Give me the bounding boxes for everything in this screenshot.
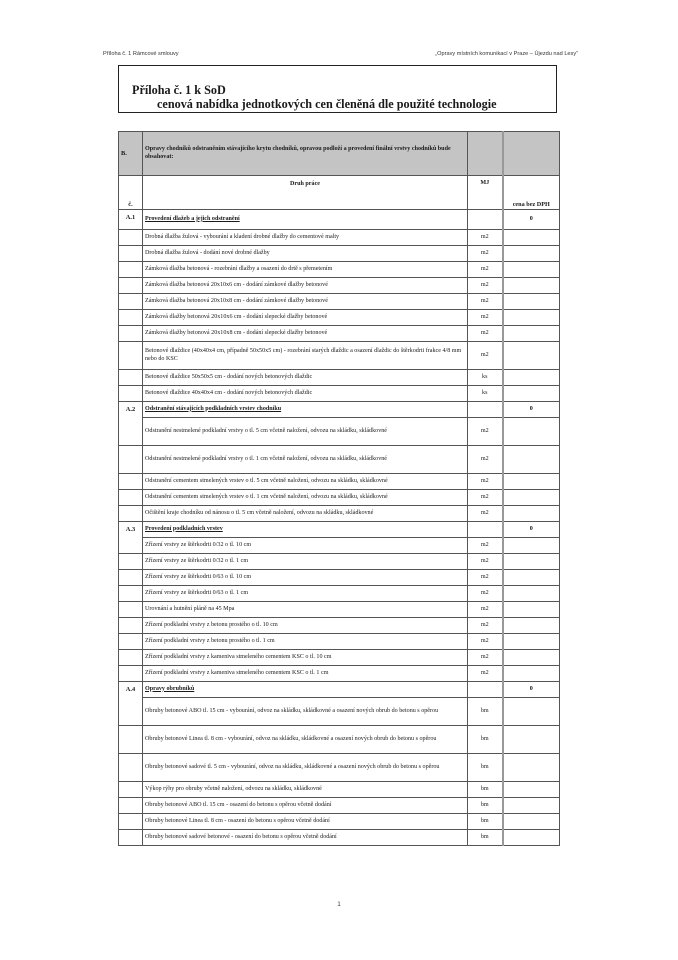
table-row	[119, 474, 560, 490]
item-number-cell	[119, 554, 143, 570]
item-price-cell[interactable]	[503, 246, 560, 262]
item-price-cell[interactable]	[503, 294, 560, 310]
item-unit: m2	[468, 586, 503, 602]
table-row	[119, 418, 560, 446]
item-unit: m2	[468, 262, 503, 278]
column-header-number: č.	[119, 176, 143, 210]
item-number-cell	[119, 246, 143, 262]
item-description: Obruby betonové ABO tl. 15 cm - osazení do betonu s opěrou včetně dodání	[143, 798, 468, 814]
item-unit: m2	[468, 230, 503, 246]
item-number-cell	[119, 370, 143, 386]
item-unit: m2	[468, 294, 503, 310]
item-price-cell[interactable]	[503, 342, 560, 370]
item-description: Obruby betonové Linea tl. 8 cm - osazení do betonu s opěrou včetně dodání	[143, 814, 468, 830]
column-header-price: cena bez DPH	[503, 176, 560, 210]
table-row	[119, 798, 560, 814]
item-price-cell[interactable]	[503, 586, 560, 602]
item-unit: m2	[468, 342, 503, 370]
item-number-cell	[119, 666, 143, 682]
item-price-cell[interactable]	[503, 698, 560, 726]
title-box	[118, 65, 557, 113]
group-row	[119, 210, 560, 230]
item-price-cell[interactable]	[503, 418, 560, 446]
item-number-cell	[119, 830, 143, 846]
item-unit: m2	[468, 310, 503, 326]
table-row	[119, 698, 560, 726]
group-number: A.4	[119, 682, 143, 726]
column-header-description: Druh práce	[143, 176, 468, 210]
item-unit: m2	[468, 650, 503, 666]
item-description: Zámková dlažba betonová - rozebrání dlažby a osazení do drtě s přemetením	[143, 262, 468, 278]
item-price-cell[interactable]	[503, 634, 560, 650]
table-row	[119, 586, 560, 602]
item-number-cell	[119, 754, 143, 782]
item-unit: m2	[468, 446, 503, 474]
item-number-cell	[119, 782, 143, 798]
item-description: Zámková dlažba betonová 20x10x8 cm - dodání zámkové dlažby betonové	[143, 294, 468, 310]
group-unit-cell	[468, 210, 503, 230]
item-description: Očištění kraje chodníku od nánosu o tl. 5 cm včetně naložení, odvozu na skládku, skládkovné	[143, 506, 468, 522]
item-number-cell	[119, 262, 143, 278]
item-price-cell[interactable]	[503, 798, 560, 814]
table-row	[119, 490, 560, 506]
column-header-unit: MJ	[468, 176, 503, 210]
table-row	[119, 446, 560, 474]
item-description: Betonové dlaždice 40x40x4 cm - dodání nových betonových dlaždic	[143, 386, 468, 402]
group-price[interactable]: 0	[503, 210, 560, 230]
item-price-cell[interactable]	[503, 618, 560, 634]
item-number-cell	[119, 230, 143, 246]
item-description: Obruby betonové sadové betonové - osazení do betonu s opěrou včetně dodání	[143, 830, 468, 846]
table-row	[119, 326, 560, 342]
item-unit: m2	[468, 618, 503, 634]
item-description: Drobná dlažba žulová - vybourání a kladení drobné dlažby do cementové malty	[143, 230, 468, 246]
item-price-cell[interactable]	[503, 278, 560, 294]
item-description: Betonové dlaždice 50x50x5 cm - dodání nových betonových dlaždic	[143, 370, 468, 386]
item-price-cell[interactable]	[503, 310, 560, 326]
item-number-cell	[119, 326, 143, 342]
page-header-left: Příloha č. 1 Rámcové smlouvy	[103, 51, 179, 57]
table-row	[119, 666, 560, 682]
item-unit: m2	[468, 418, 503, 446]
group-row	[119, 402, 560, 418]
item-unit: m2	[468, 326, 503, 342]
item-description: Zřízení vrstvy ze štěrkodrti 0/63 o tl. 1 cm	[143, 586, 468, 602]
table-row	[119, 386, 560, 402]
item-unit: m2	[468, 602, 503, 618]
group-row	[119, 522, 560, 538]
item-description: Zřízení vrstvy ze štěrkodrti 0/63 o tl. 10 cm	[143, 570, 468, 586]
table-row	[119, 370, 560, 386]
table-row	[119, 294, 560, 310]
item-description: Betonové dlaždice (40x40x4 cm, případně 50x50x5 cm) - rozebrání starých dlaždic a osazení dlaždic do štěrkodrti frakce 4/8 mm nebo do KSC	[143, 342, 468, 370]
group-price[interactable]: 0	[503, 522, 560, 538]
item-number-cell	[119, 474, 143, 490]
item-description: Urovnání a hutnění pláně na 45 Mpa	[143, 602, 468, 618]
item-price-cell[interactable]	[503, 326, 560, 342]
table-row	[119, 342, 560, 370]
item-number-cell	[119, 634, 143, 650]
item-unit: m2	[468, 506, 503, 522]
item-description: Zřízení podkladní vrstvy z betonu prostého o tl. 1 cm	[143, 634, 468, 650]
table-row	[119, 814, 560, 830]
group-price[interactable]: 0	[503, 402, 560, 418]
table-row	[119, 278, 560, 294]
group-price[interactable]: 0	[503, 682, 560, 698]
table-row	[119, 262, 560, 278]
item-description: Obruby betonové Linea tl. 8 cm - vybourání, odvoz na skládku, skládkovné a osazení nových obrub do betonu s opěrou	[143, 726, 468, 754]
item-description: Odstranění nestmelené podkladní vrstvy o tl. 5 cm včetně naložení, odvozu na skládku, skládkovné	[143, 418, 468, 446]
item-price-cell[interactable]	[503, 386, 560, 402]
item-description: Odstranění cementem stmelených vrstev o tl. 5 cm včetně naložení, odvozu na skládku, skládkovné	[143, 474, 468, 490]
item-number-cell	[119, 386, 143, 402]
item-description: Zřízení vrstvy ze štěrkodrti 0/32 o tl. 10 cm	[143, 538, 468, 554]
item-unit: m2	[468, 490, 503, 506]
item-unit: bm	[468, 782, 503, 798]
item-price-cell[interactable]	[503, 570, 560, 586]
item-unit: m2	[468, 570, 503, 586]
item-unit: m2	[468, 246, 503, 262]
item-price-cell[interactable]	[503, 782, 560, 798]
group-title: Provedení dlažeb a jejich odstranění	[143, 210, 468, 230]
item-description: Zámková dlažby betonová 20x10x6 cm - dodání slepecké dlažby betonové	[143, 310, 468, 326]
group-number: A.2	[119, 402, 143, 446]
table-row	[119, 230, 560, 246]
table-row	[119, 634, 560, 650]
group-title: Provedení podkladních vrstev	[143, 522, 468, 538]
page-number: 1	[337, 902, 341, 908]
item-price-cell[interactable]	[503, 474, 560, 490]
item-price-cell[interactable]	[503, 490, 560, 506]
group-unit-cell	[468, 682, 503, 698]
item-unit: m2	[468, 554, 503, 570]
group-title: Odstranění stávajících podkladních vrstev chodníku	[143, 402, 468, 418]
table-row	[119, 782, 560, 798]
section-number: B.	[119, 132, 143, 176]
group-number: A.3	[119, 522, 143, 554]
item-price-cell[interactable]	[503, 726, 560, 754]
group-title: Opravy obrubníků	[143, 682, 468, 698]
table-row	[119, 310, 560, 326]
table-row	[119, 570, 560, 586]
group-row	[119, 682, 560, 698]
item-price-cell[interactable]	[503, 262, 560, 278]
item-unit: ks	[468, 386, 503, 402]
item-unit: m2	[468, 474, 503, 490]
item-price-cell[interactable]	[503, 446, 560, 474]
item-number-cell	[119, 586, 143, 602]
item-number-cell	[119, 342, 143, 370]
item-number-cell	[119, 618, 143, 634]
item-number-cell	[119, 278, 143, 294]
page-header-right: „Opravy místních komunikací v Praze – Újezdu nad Lesy“	[435, 51, 578, 57]
item-description: Zřízení podkladní vrstvy z kameniva stmeleného cementem KSC o tl. 10 cm	[143, 650, 468, 666]
item-price-cell[interactable]	[503, 602, 560, 618]
item-price-cell[interactable]	[503, 650, 560, 666]
item-price-cell[interactable]	[503, 830, 560, 846]
table-row	[119, 650, 560, 666]
table-row	[119, 726, 560, 754]
section-price-cell	[503, 132, 560, 176]
item-number-cell	[119, 294, 143, 310]
group-unit-cell	[468, 402, 503, 418]
item-price-cell[interactable]	[503, 554, 560, 570]
item-description: Zřízení podkladní vrstvy z betonu prostého o tl. 10 cm	[143, 618, 468, 634]
item-unit: bm	[468, 698, 503, 726]
table-row	[119, 830, 560, 846]
column-header-row	[119, 176, 560, 210]
section-description: Opravy chodníků odstraněním stávajícího krytu chodníků, opravou podloží a provedení finální vrstvy chodníků bude obsahovat:	[143, 132, 468, 176]
section-mj-cell	[468, 132, 503, 176]
table-row	[119, 538, 560, 554]
item-unit: bm	[468, 830, 503, 846]
table-row	[119, 554, 560, 570]
item-unit: bm	[468, 754, 503, 782]
item-number-cell	[119, 490, 143, 506]
item-unit: m2	[468, 538, 503, 554]
document-subtitle: cenová nabídka jednotkových cen členěná dle použité technologie	[157, 97, 497, 111]
item-number-cell	[119, 446, 143, 474]
item-unit: ks	[468, 370, 503, 386]
item-description: Obruby betonové ABO tl. 15 cm - vybourání, odvoz na skládku, skládkovné a osazení nových obrub do betonu s opěrou	[143, 698, 468, 726]
item-unit: bm	[468, 814, 503, 830]
price-table	[118, 131, 560, 846]
item-price-cell[interactable]	[503, 666, 560, 682]
item-price-cell[interactable]	[503, 814, 560, 830]
item-unit: m2	[468, 666, 503, 682]
item-description: Obruby betonové sadové tl. 5 cm - vybourání, odvoz na skládku, skládkovné a osazení nových obrub do betonu s opěrou	[143, 754, 468, 782]
item-price-cell[interactable]	[503, 506, 560, 522]
item-number-cell	[119, 650, 143, 666]
item-unit: m2	[468, 278, 503, 294]
item-number-cell	[119, 570, 143, 586]
item-unit: m2	[468, 634, 503, 650]
item-description: Zámková dlažba betonová 20x10x6 cm - dodání zámkové dlažby betonové	[143, 278, 468, 294]
item-description: Zámková dlažby betonová 20x10x8 cm - dodání slepecké dlažby betonové	[143, 326, 468, 342]
item-price-cell[interactable]	[503, 230, 560, 246]
table-row	[119, 618, 560, 634]
item-number-cell	[119, 310, 143, 326]
item-description: Odstranění nestmelené podkladní vrstvy o tl. 1 cm včetně naložení, odvozu na skládku, skládkovné	[143, 446, 468, 474]
item-description: Zřízení podkladní vrstvy z kameniva stmeleného cementem KSC o tl. 1 cm	[143, 666, 468, 682]
item-description: Výkop rýhy pro obruby včetně naložení, odvozu na skládku, skládkovné	[143, 782, 468, 798]
item-price-cell[interactable]	[503, 538, 560, 554]
item-number-cell	[119, 798, 143, 814]
document-title: Příloha č. 1 k SoD	[132, 83, 226, 97]
table-row	[119, 506, 560, 522]
table-row	[119, 246, 560, 262]
item-unit: bm	[468, 798, 503, 814]
table-row	[119, 602, 560, 618]
item-unit: bm	[468, 726, 503, 754]
item-number-cell	[119, 726, 143, 754]
table-row	[119, 754, 560, 782]
group-unit-cell	[468, 522, 503, 538]
section-row	[119, 132, 560, 176]
item-number-cell	[119, 602, 143, 618]
group-number: A.1	[119, 210, 143, 230]
item-description: Odstranění cementem stmelených vrstev o tl. 1 cm včetně naložení, odvozu na skládku, skládkovné	[143, 490, 468, 506]
item-price-cell[interactable]	[503, 754, 560, 782]
item-description: Drobná dlažba žulová - dodání nové drobné dlažby	[143, 246, 468, 262]
item-price-cell[interactable]	[503, 370, 560, 386]
item-description: Zřízení vrstvy ze štěrkodrti 0/32 o tl. 1 cm	[143, 554, 468, 570]
item-number-cell	[119, 506, 143, 522]
item-number-cell	[119, 814, 143, 830]
